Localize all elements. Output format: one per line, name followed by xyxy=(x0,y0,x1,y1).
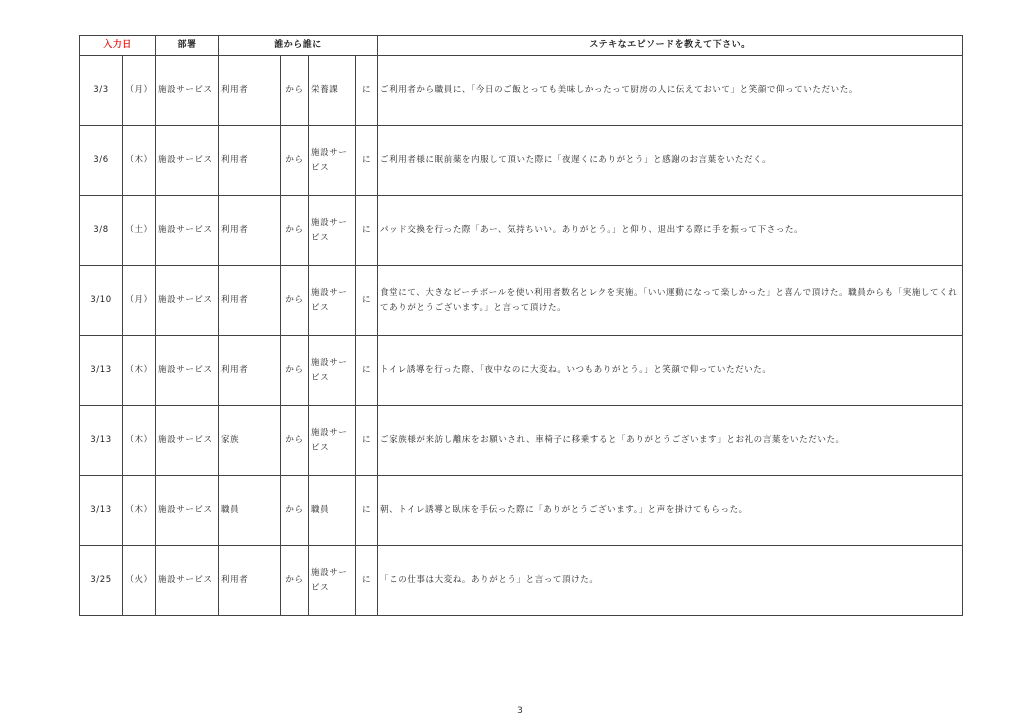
from-cell: 職員 xyxy=(219,476,281,546)
to-cell: 施設サービス xyxy=(309,406,356,476)
header-row xyxy=(80,36,963,56)
table-row xyxy=(80,56,963,126)
weekday-cell: （木） xyxy=(123,336,156,406)
episode-cell: 食堂にて、大きなビーチボールを使い利用者数名とレクを実施。「いい運動になって楽しかった」と喜んで頂けた。職員からも「実施してくれてありがとうございます。」と言って頂けた。 xyxy=(378,266,963,336)
from-cell: 利用者 xyxy=(219,546,281,616)
from-cell: 利用者 xyxy=(219,336,281,406)
from-particle-cell: から xyxy=(281,266,309,336)
from-particle-cell: から xyxy=(281,56,309,126)
from-cell: 家族 xyxy=(219,406,281,476)
to-cell: 施設サービス xyxy=(309,546,356,616)
episode-cell: 朝、トイレ誘導と臥床を手伝った際に「ありがとうございます。」と声を掛けてもらった。 xyxy=(378,476,963,546)
weekday-cell: （土） xyxy=(123,196,156,266)
from-particle-cell: から xyxy=(281,196,309,266)
to-particle-cell: に xyxy=(356,476,378,546)
episode-cell: トイレ誘導を行った際、「夜中なのに大変ね。いつもありがとう。」と笑顔で仰っていただいた。 xyxy=(378,336,963,406)
from-cell: 利用者 xyxy=(219,126,281,196)
episode-cell: ご家族様が来訪し離床をお願いされ、車椅子に移乗すると「ありがとうございます」とお礼の言葉をいただいた。 xyxy=(378,406,963,476)
table-row xyxy=(80,126,963,196)
table-row xyxy=(80,476,963,546)
department-cell: 施設サービス xyxy=(156,406,219,476)
table-row xyxy=(80,196,963,266)
weekday-cell: （木） xyxy=(123,126,156,196)
weekday-cell: （月） xyxy=(123,266,156,336)
department-cell: 施設サービス xyxy=(156,476,219,546)
department-cell: 施設サービス xyxy=(156,336,219,406)
date-cell: 3/8 xyxy=(80,196,123,266)
department-header: 部署 xyxy=(156,36,219,56)
from-particle-cell: から xyxy=(281,546,309,616)
date-cell: 3/6 xyxy=(80,126,123,196)
episode-cell: パッド交換を行った際「あー、気持ちいい。ありがとう。」と仰り、退出する際に手を振って下さった。 xyxy=(378,196,963,266)
weekday-cell: （木） xyxy=(123,406,156,476)
episode-header: ステキなエピソードを教えて下さい。 xyxy=(378,36,963,56)
from-particle-cell: から xyxy=(281,336,309,406)
to-cell: 施設サービス xyxy=(309,196,356,266)
date-cell: 3/13 xyxy=(80,336,123,406)
department-cell: 施設サービス xyxy=(156,546,219,616)
who-header: 誰から誰に xyxy=(219,36,378,56)
to-particle-cell: に xyxy=(356,126,378,196)
to-cell: 施設サービス xyxy=(309,126,356,196)
to-cell: 栄養課 xyxy=(309,56,356,126)
from-particle-cell: から xyxy=(281,476,309,546)
date-cell: 3/13 xyxy=(80,476,123,546)
from-particle-cell: から xyxy=(281,126,309,196)
date-cell: 3/3 xyxy=(80,56,123,126)
page-number: 3 xyxy=(517,706,523,716)
weekday-cell: （木） xyxy=(123,476,156,546)
episode-cell: 「この仕事は大変ね。ありがとう」と言って頂けた。 xyxy=(378,546,963,616)
to-cell: 施設サービス xyxy=(309,266,356,336)
table-row xyxy=(80,406,963,476)
department-cell: 施設サービス xyxy=(156,56,219,126)
weekday-cell: （月） xyxy=(123,56,156,126)
to-particle-cell: に xyxy=(356,546,378,616)
date-cell: 3/25 xyxy=(80,546,123,616)
to-particle-cell: に xyxy=(356,406,378,476)
table-row xyxy=(80,336,963,406)
table-row xyxy=(80,546,963,616)
date-header: 入力日 xyxy=(80,36,156,56)
from-cell: 利用者 xyxy=(219,56,281,126)
date-cell: 3/10 xyxy=(80,266,123,336)
episode-cell: ご利用者から職員に、「今日のご飯とっても美味しかったって厨房の人に伝えておいて」と笑顔で仰っていただいた。 xyxy=(378,56,963,126)
department-cell: 施設サービス xyxy=(156,196,219,266)
department-cell: 施設サービス xyxy=(156,126,219,196)
weekday-cell: （火） xyxy=(123,546,156,616)
to-particle-cell: に xyxy=(356,56,378,126)
from-cell: 利用者 xyxy=(219,196,281,266)
episode-table xyxy=(79,35,963,616)
table-row xyxy=(80,266,963,336)
to-particle-cell: に xyxy=(356,336,378,406)
to-particle-cell: に xyxy=(356,196,378,266)
to-cell: 職員 xyxy=(309,476,356,546)
from-particle-cell: から xyxy=(281,406,309,476)
department-cell: 施設サービス xyxy=(156,266,219,336)
from-cell: 利用者 xyxy=(219,266,281,336)
to-cell: 施設サービス xyxy=(309,336,356,406)
to-particle-cell: に xyxy=(356,266,378,336)
episode-cell: ご利用者様に眠前薬を内服して頂いた際に「夜遅くにありがとう」と感謝のお言葉をいただく。 xyxy=(378,126,963,196)
date-cell: 3/13 xyxy=(80,406,123,476)
